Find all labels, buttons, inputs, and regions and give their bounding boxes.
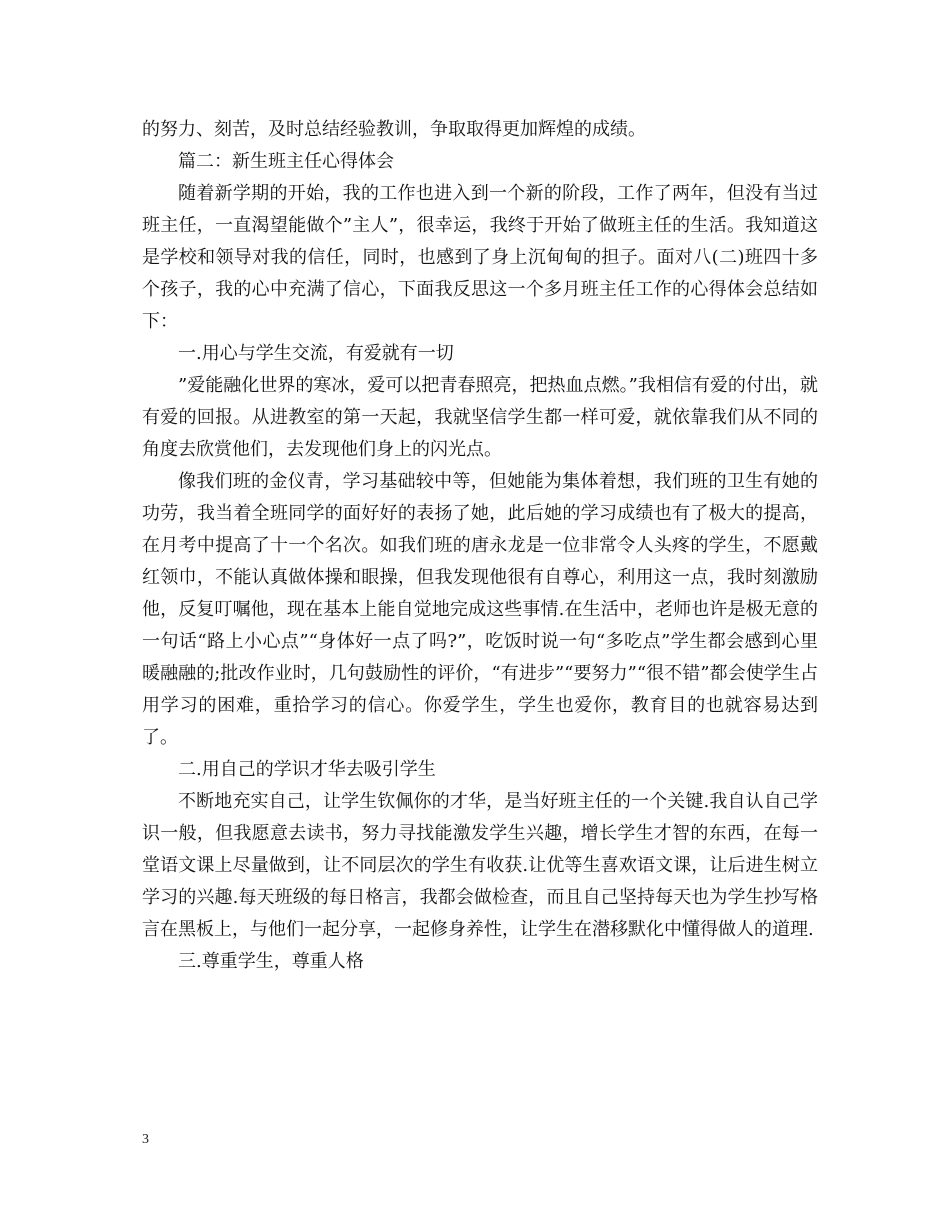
paragraph-examples: 像我们班的金仪青，学习基础较中等，但她能为集体着想，我们班的卫生有她的功劳，我当着全班同学的面好好的表扬了她，此后她的学习成绩也有了极大的提高，在月考中提高了十一个名次。如我们班的唐永龙是一位非常令人头疼的学生，不愿戴红领巾，不能认真做体操和眼操，但我发现他很有自尊心，利用这一点，我时刻激励他，反复叮嘱他，现在基本上能自觉地完成这些事情.在生活中，老师也许是极无意的一句话“路上小心点”“身体好一点了吗?”，吃饭时说一句“多吃点”学生都会感到心里暖融融的;批改作业时，几句鼓励性的评价，“有进步”“要努力”“很不错”都会使学生占用学习的困难，重拾学习的信心。你爱学生，学生也爱你，教育目的也就容易达到了。 <box>142 471 818 748</box>
heading-two: 二.用自己的学识才华去吸引学生 <box>178 759 436 780</box>
paragraph-learning: 不断地充实自己，让学生钦佩你的才华，是当好班主任的一个关键.我自认自己学识一般，但我愿意去读书，努力寻找能激发学生兴趣，增长学生才智的东西，在每一堂语文课上尽量做到，让不同层次的学生有收获.让优等生喜欢语文课，让后进生树立学习的兴趣.每天班级的每日格言，我都会做检查，而且自己坚持每天也为学生抄写格言在黑板上，与他们一起分享，一起修身养性，让学生在潜移默化中懂得做人的道理. <box>142 791 818 940</box>
heading-three: 三.尊重学生，尊重人格 <box>178 951 364 972</box>
paragraph-continuation: 的努力、刻苦，及时总结经验教训，争取取得更加辉煌的成绩。 <box>142 119 646 140</box>
page-number: 3 <box>142 1132 149 1147</box>
paragraph-intro: 随着新学期的开始，我的工作也进入到一个新的阶段，工作了两年，但没有当过班主任，一直渴望能做个”主人”，很幸运，我终于开始了做班主任的生活。我知道这是学校和领导对我的信任，同时，也感到了身上沉甸甸的担子。面对八(二)班四十多个孩子，我的心中充满了信心，下面我反思这一个多月班主任工作的心得体会总结如下： <box>142 183 818 332</box>
document-body <box>142 114 818 978</box>
paragraph-love: ”爱能融化世界的寒冰，爱可以把青春照亮，把热血点燃。”我相信有爱的付出，就有爱的回报。从进教室的第一天起，我就坚信学生都一样可爱，就依靠我们从不同的角度去欣赏他们，去发现他们身上的闪光点。 <box>142 375 818 460</box>
heading-one: 一.用心与学生交流，有爱就有一切 <box>178 343 454 364</box>
section-title: 篇二：新生班主任心得体会 <box>178 151 394 172</box>
